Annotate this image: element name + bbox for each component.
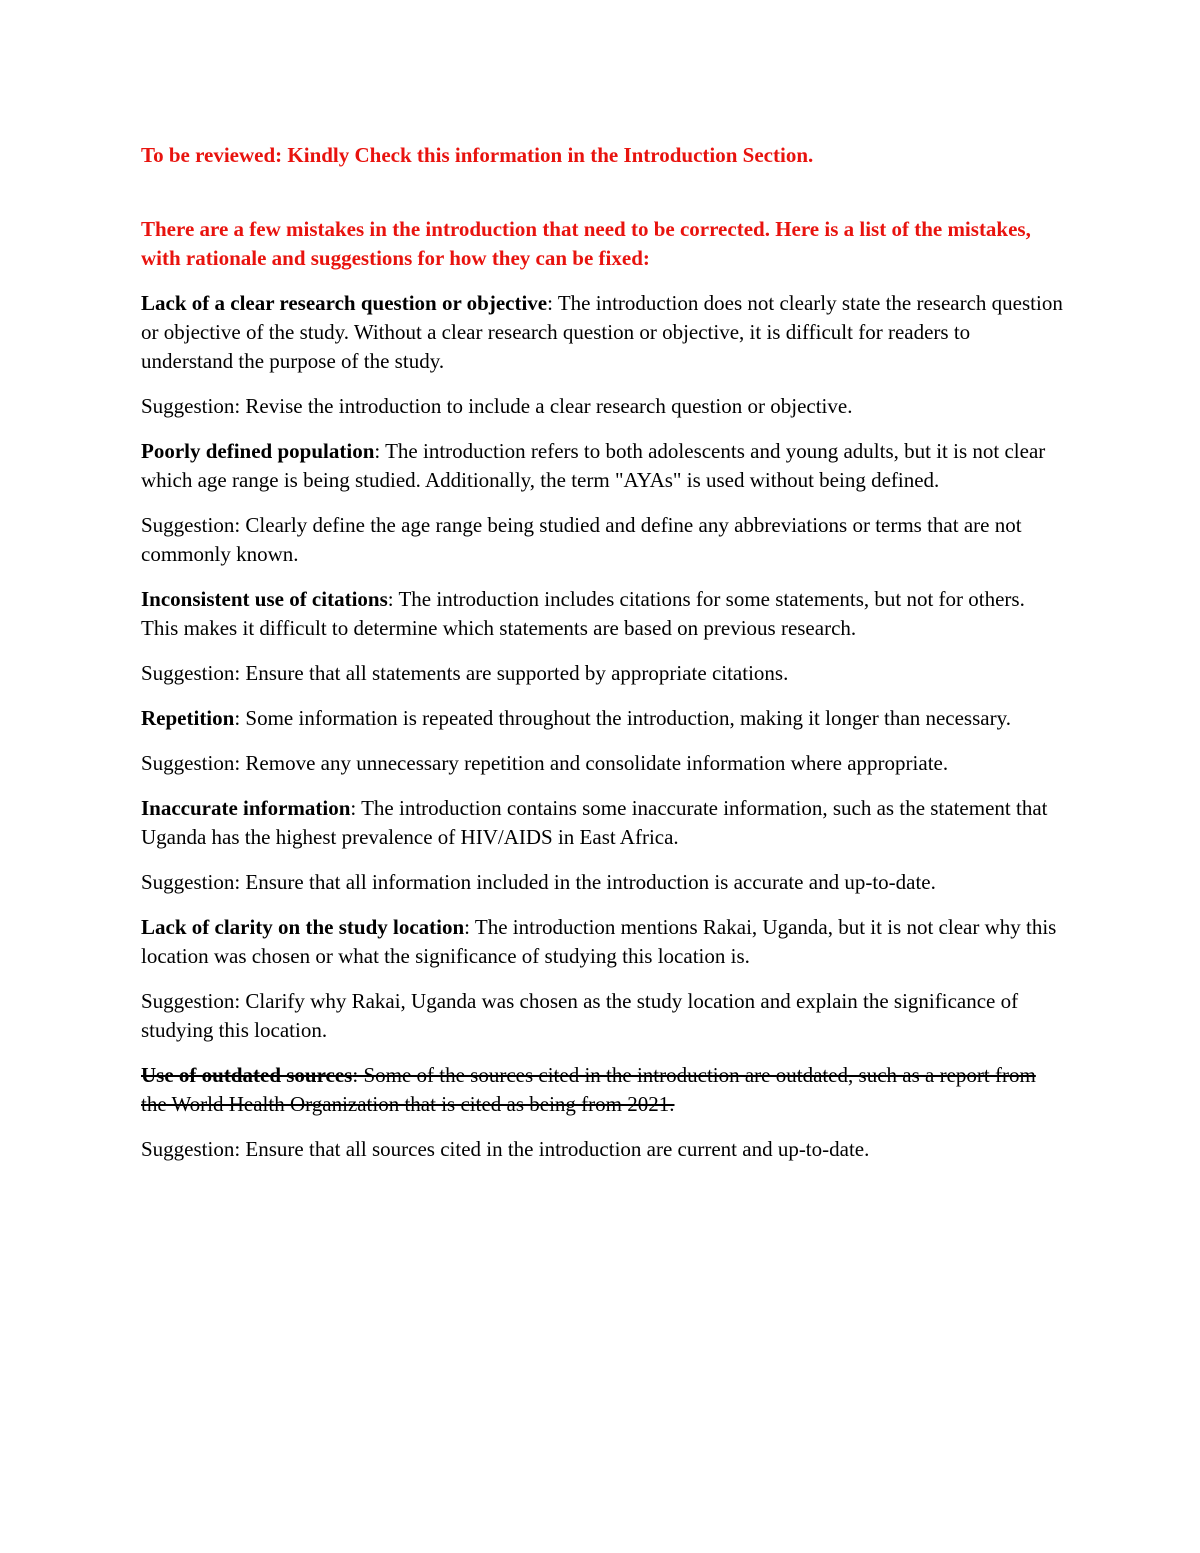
mistake-suggestion: Suggestion: Ensure that all information included in the introduction is accurate and up-to-date. xyxy=(141,870,936,894)
mistake-suggestion: Suggestion: Ensure that all statements are supported by appropriate citations. xyxy=(141,661,789,685)
mistake-term: Inaccurate information xyxy=(141,796,351,820)
mistake-suggestion: Suggestion: Remove any unnecessary repetition and consolidate information where appropriate. xyxy=(141,751,949,775)
mistake-rationale: : The introduction contains some inaccurate information, such as the statement that Uganda has the highest prevalence of HIV/AIDS in East Africa. xyxy=(141,796,1048,849)
mistake-rationale: : The introduction refers to both adolescents and young adults, but it is not clear which age range is being studied. Additionally, the term "AYAs" is used without being defined. xyxy=(141,439,1046,492)
mistake-item xyxy=(141,289,1066,376)
mistake-term: Inconsistent use of citations xyxy=(141,587,388,611)
mistake-term: Poorly defined population xyxy=(141,439,375,463)
mistake-rationale: : Some of the sources cited in the introduction are outdated, such as a report from the World Health Organization that is cited as being from 2021. xyxy=(141,1063,1036,1116)
mistake-rationale: : Some information is repeated throughout the introduction, making it longer than necessary. xyxy=(234,706,1011,730)
mistake-item xyxy=(141,585,1066,643)
mistake-suggestion: Suggestion: Ensure that all sources cited in the introduction are current and up-to-date. xyxy=(141,1137,870,1161)
review-intro: There are a few mistakes in the introduction that need to be corrected. Here is a list of the mistakes, with rationale and suggestions for how they can be fixed: xyxy=(141,217,1031,270)
mistake-term: Lack of clarity on the study location xyxy=(141,915,465,939)
mistake-term: Lack of a clear research question or objective xyxy=(141,291,548,315)
mistake-suggestion: Suggestion: Clearly define the age range being studied and define any abbreviations or terms that are not commonly known. xyxy=(141,513,1022,566)
document-body xyxy=(141,141,1066,1180)
mistake-item xyxy=(141,704,1066,733)
mistake-suggestion: Suggestion: Clarify why Rakai, Uganda was chosen as the study location and explain the significance of studying this location. xyxy=(141,989,1019,1042)
mistake-rationale: : The introduction mentions Rakai, Uganda, but it is not clear why this location was chosen or what the significance of studying this location is. xyxy=(141,915,1057,968)
mistake-item xyxy=(141,913,1066,971)
mistake-item-struck xyxy=(141,1061,1066,1119)
mistake-rationale: : The introduction does not clearly state the research question or objective of the study. Without a clear research question or objective, it is difficult for readers to understand the purpose of the study. xyxy=(141,291,1063,373)
mistake-term: Repetition xyxy=(141,706,235,730)
review-title: To be reviewed: Kindly Check this information in the Introduction Section. xyxy=(141,143,814,167)
mistake-rationale: : The introduction includes citations for some statements, but not for others. This makes it difficult to determine which statements are based on previous research. xyxy=(141,587,1025,640)
mistake-item xyxy=(141,794,1066,852)
mistake-term: Use of outdated sources xyxy=(141,1063,353,1087)
mistake-item xyxy=(141,437,1066,495)
mistake-suggestion: Suggestion: Revise the introduction to include a clear research question or objective. xyxy=(141,394,853,418)
